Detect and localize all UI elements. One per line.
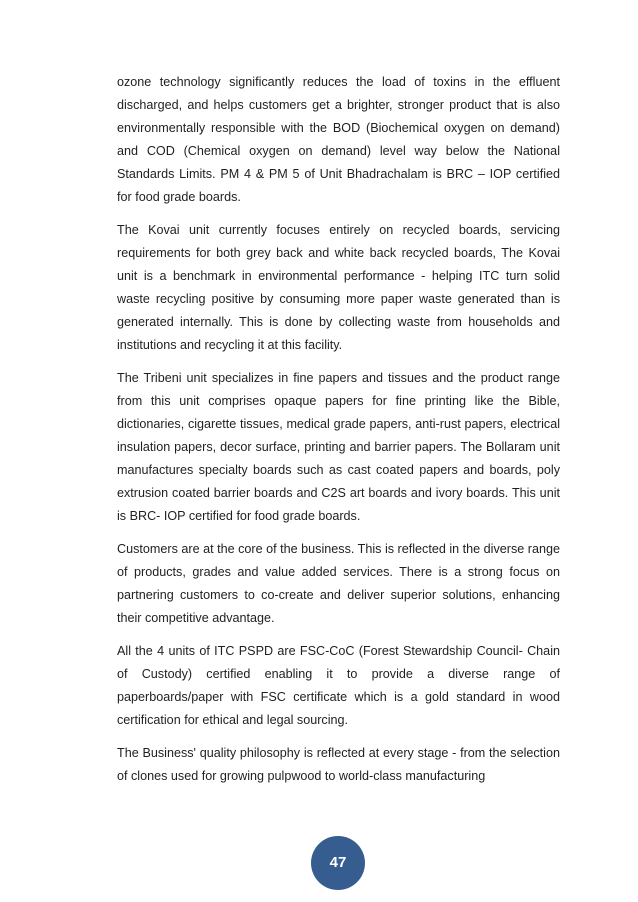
paragraph-quality-philosophy: The Business' quality philosophy is reflected at every stage - from the selection of clones used for growing pulpwood to world-class manufacturing: [117, 746, 560, 783]
paragraph-kovai-unit: The Kovai unit currently focuses entirely on recycled boards, servicing requirements for both grey back and white back recycled boards, The Kovai unit is a benchmark in environmental performance - helping ITC turn solid waste recycling positive by consuming more paper waste generated than is generated internally. This is done by collecting waste from households and institutions and recycling it at this facility.: [117, 223, 560, 352]
paragraph-fsc-certification: All the 4 units of ITC PSPD are FSC-CoC (Forest Stewardship Council- Chain of Custody) certified enabling it to provide a diverse range of paperboards/paper with FSC certificate which is a gold standard in wood certification for ethical and legal sourcing.: [117, 644, 560, 727]
paragraph-ozone-technology: ozone technology significantly reduces the load of toxins in the effluent discharged, and helps customers get a brighter, stronger product that is also environmentally responsible with the BOD (Biochemical oxygen on demand) and COD (Chemical oxygen on demand) level way below the National Standards Limits. PM 4 & PM 5 of Unit Bhadrachalam is BRC – IOP certified for food grade boards.: [117, 75, 560, 204]
body-text: [117, 71, 560, 788]
paragraph-tribeni-bollaram-units: The Tribeni unit specializes in fine papers and tissues and the product range from this unit comprises opaque papers for fine printing like the Bible, dictionaries, cigarette tissues, medical grade papers, anti-rust papers, electrical insulation papers, decor surface, printing and barrier papers. The Bollaram unit manufactures specialty boards such as cast coated papers and boards, poly extrusion coated barrier boards and C2S art boards and ivory boards. This unit is BRC- IOP certified for food grade boards.: [117, 371, 560, 523]
page-number-badge: 47: [311, 836, 365, 890]
paragraph-customers: Customers are at the core of the business. This is reflected in the diverse range of products, grades and value added services. There is a strong focus on partnering customers to co-create and deliver superior solutions, enhancing their competitive advantage.: [117, 542, 560, 625]
